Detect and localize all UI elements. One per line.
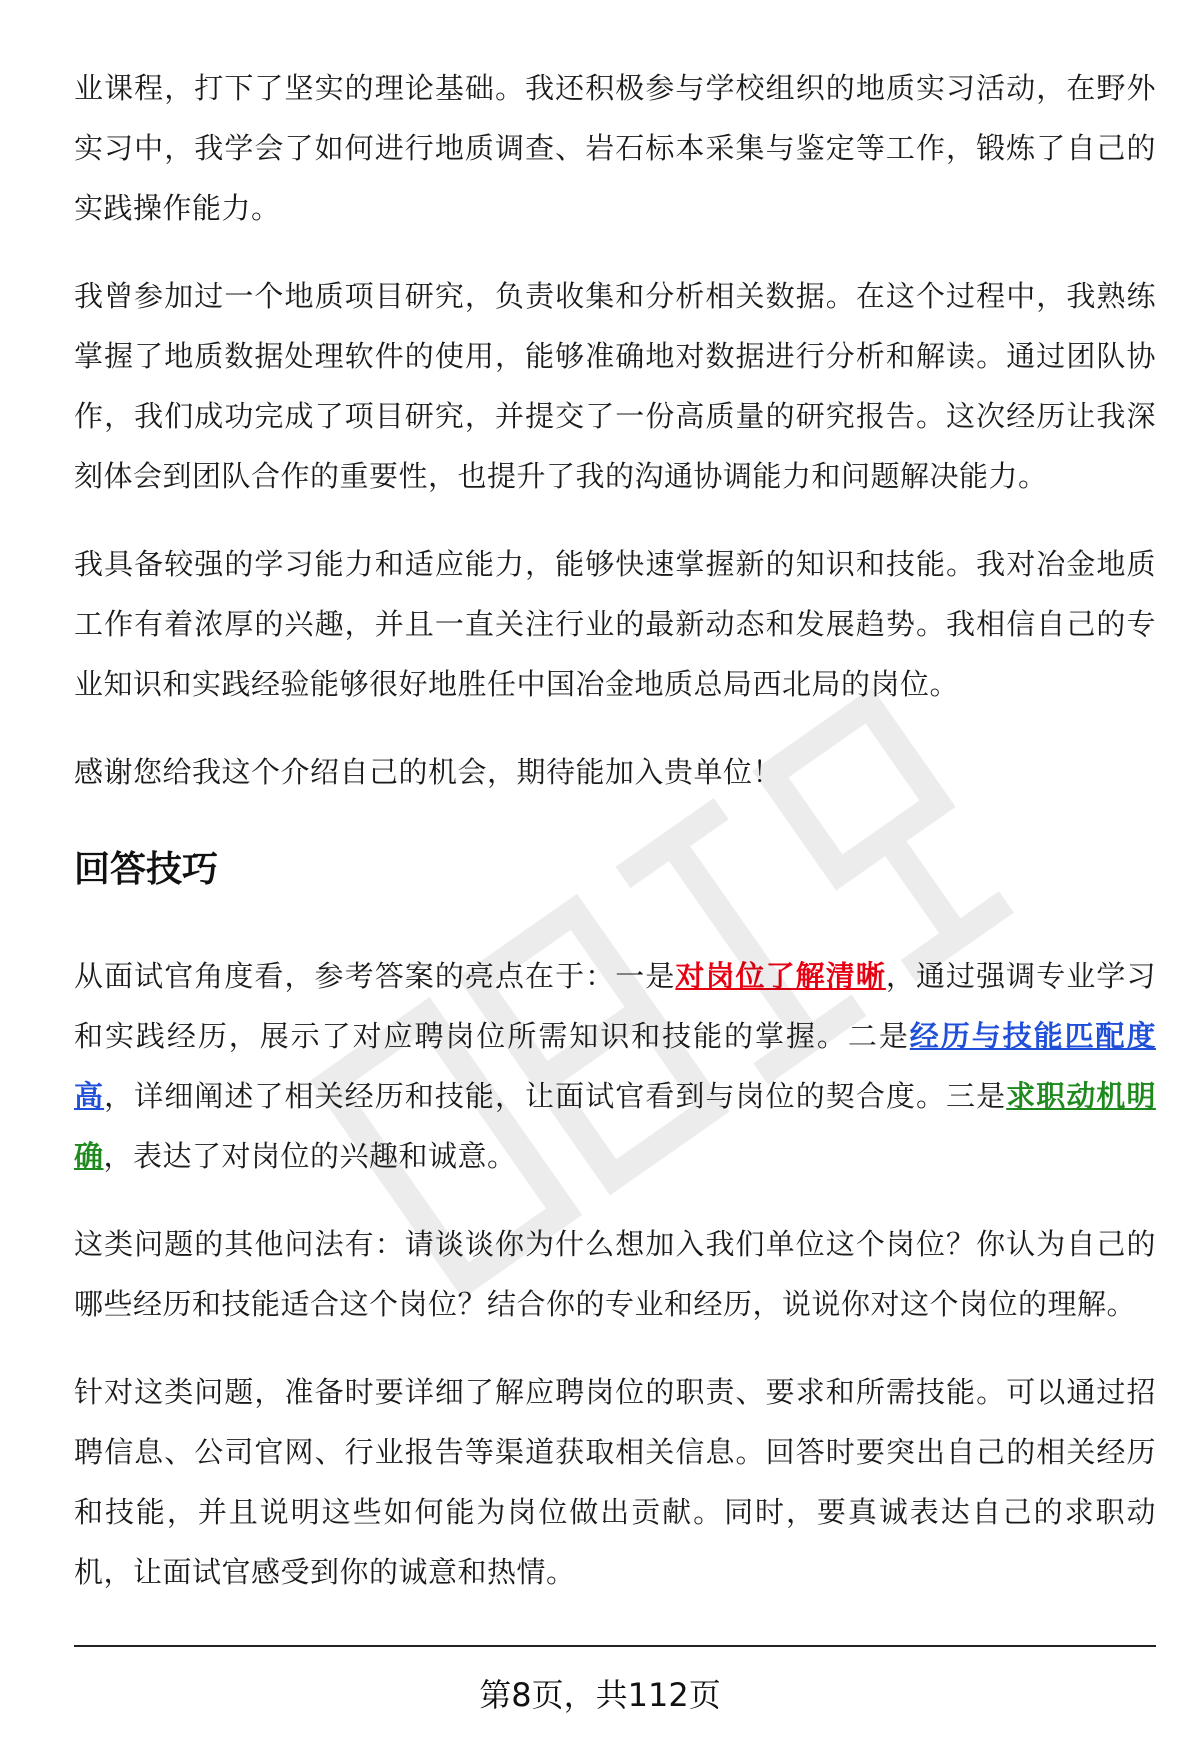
paragraph-other-questions: 这类问题的其他问法有：请谈谈你为什么想加入我们单位这个岗位？你认为自己的哪些经历和技能适合这个岗位？结合你的专业和经历，说说你对这个岗位的理解。 [74,1227,1156,1321]
highlight-motivation: 求职动机明确 [74,1079,1156,1173]
tips-text-2: ，通过强调专业学习和实践经历，展示了对应聘岗位所需知识和技能的掌握。二是 [74,959,1156,1053]
paragraph-thanks: 感谢您给我这个介绍自己的机会，期待能加入贵单位！ [74,755,783,789]
tips-text-1: 从面试官角度看，参考答案的亮点在于：一是 [74,959,676,993]
footer-divider [74,1645,1156,1647]
highlight-experience-match: 经历与技能匹配度高 [74,1019,1156,1113]
section-heading-answer-tips: 回答技巧 [74,849,219,890]
highlight-job-understanding: 对岗位了解清晰 [675,959,886,993]
paragraph-abilities: 我具备较强的学习能力和适应能力，能够快速掌握新的知识和技能。我对冶金地质工作有着浓厚的兴趣，并且一直关注行业的最新动态和发展趋势。我相信自己的专业知识和实践经验能够很好地胜任中国冶金地质总局西北局的岗位。 [74,547,1156,701]
paragraph-project-experience: 我曾参加过一个地质项目研究，负责收集和分析相关数据。在这个过程中，我熟练掌握了地质数据处理软件的使用，能够准确地对数据进行分析和解读。通过团队协作，我们成功完成了项目研究，并提交了一份高质量的研究报告。这次经历让我深刻体会到团队合作的重要性，也提升了我的沟通协调能力和问题解决能力。 [74,279,1156,493]
paragraph-preparation-advice: 针对这类问题，准备时要详细了解应聘岗位的职责、要求和所需技能。可以通过招聘信息、公司官网、行业报告等渠道获取相关信息。回答时要突出自己的相关经历和技能，并且说明这些如何能为岗位做出贡献。同时，要真诚表达自己的求职动机，让面试官感受到你的诚意和热情。 [74,1375,1156,1589]
document-page [74,58,1156,1630]
tips-text-4: ，表达了对岗位的兴趣和诚意。 [103,1139,517,1173]
page-number: 第8页，共112页 [479,1676,721,1714]
tips-text-3: ，详细阐述了相关经历和技能，让面试官看到与岗位的契合度。三是 [104,1079,1007,1113]
paragraph-study-experience: 业课程，打下了坚实的理论基础。我还积极参与学校组织的地质实习活动，在野外实习中，我学会了如何进行地质调查、岩石标本采集与鉴定等工作，锻炼了自己的实践操作能力。 [74,71,1156,225]
paragraph-interviewer-view [74,946,1156,1186]
